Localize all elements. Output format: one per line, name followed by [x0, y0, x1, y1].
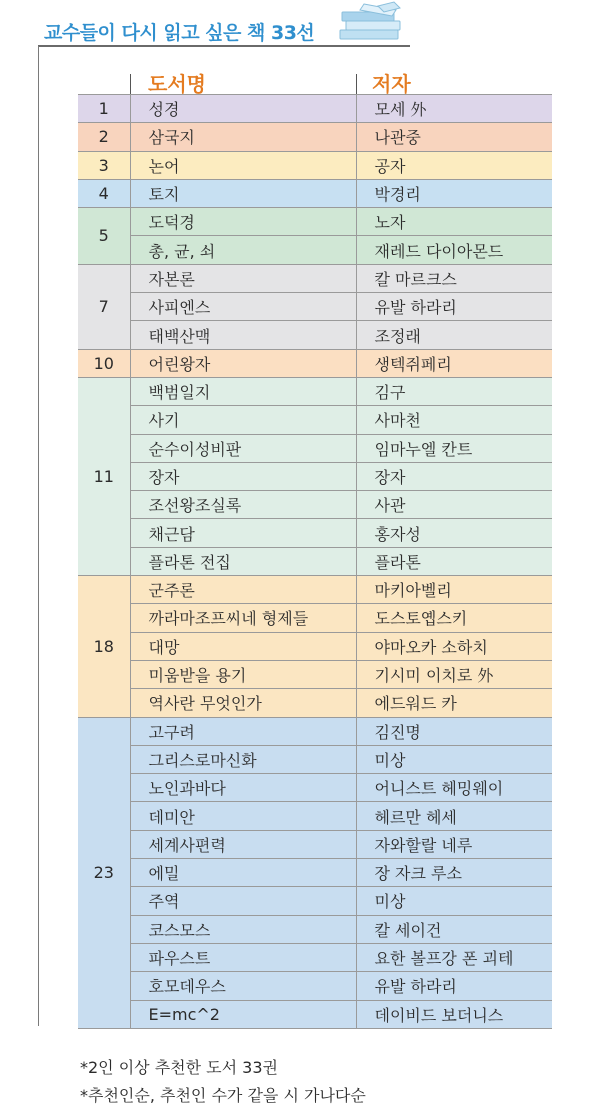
author-cell: 미상 [356, 887, 552, 915]
footnotes [80, 1054, 366, 1110]
author-cell: 김진명 [356, 717, 552, 745]
table-row [78, 774, 552, 802]
author-cell: 조정래 [356, 321, 552, 349]
book-title-cell: 미움받을 용기 [130, 660, 356, 688]
header-divider [130, 74, 131, 94]
table-row [78, 576, 552, 604]
table-row [78, 717, 552, 745]
rank-cell: 3 [78, 151, 130, 179]
author-cell: 플라톤 [356, 547, 552, 575]
book-title-cell: 도덕경 [130, 208, 356, 236]
rank-cell: 7 [78, 264, 130, 349]
book-title-cell: 노인과바다 [130, 774, 356, 802]
table-row [78, 547, 552, 575]
table-row [78, 151, 552, 179]
rank-cell: 2 [78, 123, 130, 151]
book-table-container [78, 94, 552, 1029]
book-title-cell: 백범일지 [130, 377, 356, 405]
book-title-cell: 총, 균, 쇠 [130, 236, 356, 264]
table-row [78, 915, 552, 943]
rank-cell: 5 [78, 208, 130, 265]
title-rule [38, 45, 410, 47]
table-row [78, 745, 552, 773]
author-cell: 자와할랄 네루 [356, 830, 552, 858]
book-title-cell: 삼국지 [130, 123, 356, 151]
footnote: *2인 이상 추천한 도서 33권 [80, 1058, 278, 1077]
table-row [78, 802, 552, 830]
book-title-cell: 사기 [130, 406, 356, 434]
table-row [78, 208, 552, 236]
book-title-cell: 주역 [130, 887, 356, 915]
author-cell: 유발 하라리 [356, 972, 552, 1000]
author-cell: 나관중 [356, 123, 552, 151]
author-cell: 칼 마르크스 [356, 264, 552, 292]
books-icon [334, 0, 414, 46]
author-cell: 데이비드 보더니스 [356, 1000, 552, 1028]
book-title-cell: 조선왕조실록 [130, 491, 356, 519]
rank-cell: 10 [78, 349, 130, 377]
table-row [78, 179, 552, 207]
table-row [78, 462, 552, 490]
author-cell: 도스토옙스키 [356, 604, 552, 632]
table-row [78, 264, 552, 292]
rank-cell: 23 [78, 717, 130, 1028]
book-title-cell: 에밀 [130, 859, 356, 887]
rank-cell: 11 [78, 377, 130, 575]
book-title-cell: 장자 [130, 462, 356, 490]
book-title-cell: 대망 [130, 632, 356, 660]
book-title-cell: 채근담 [130, 519, 356, 547]
book-table-body [78, 95, 552, 1029]
author-cell: 에드워드 카 [356, 689, 552, 717]
book-title-cell: 토지 [130, 179, 356, 207]
author-cell: 야마오카 소하치 [356, 632, 552, 660]
book-title-cell: 역사란 무엇인가 [130, 689, 356, 717]
book-title-cell: 논어 [130, 151, 356, 179]
table-row [78, 95, 552, 123]
book-title-cell: 순수이성비판 [130, 434, 356, 462]
author-cell: 장자 [356, 462, 552, 490]
book-title-cell: 사피엔스 [130, 293, 356, 321]
table-row [78, 349, 552, 377]
book-title-cell: 데미안 [130, 802, 356, 830]
page-title: 교수들이 다시 읽고 싶은 책 33선 [44, 22, 315, 44]
author-cell: 칼 세이건 [356, 915, 552, 943]
book-title-cell: 플라톤 전집 [130, 547, 356, 575]
column-header-book: 도서명 [148, 72, 206, 96]
table-row [78, 887, 552, 915]
book-title-cell: 자본론 [130, 264, 356, 292]
header-divider [356, 74, 357, 94]
book-table [78, 94, 552, 1029]
book-title-cell: 그리스로마신화 [130, 745, 356, 773]
author-cell: 사마천 [356, 406, 552, 434]
book-title-cell: 호모데우스 [130, 972, 356, 1000]
author-cell: 박경리 [356, 179, 552, 207]
table-row [78, 943, 552, 971]
table-row [78, 293, 552, 321]
table-row [78, 406, 552, 434]
author-cell: 재레드 다이아몬드 [356, 236, 552, 264]
column-header-author: 저자 [372, 72, 411, 96]
author-cell: 유발 하라리 [356, 293, 552, 321]
table-row [78, 859, 552, 887]
author-cell: 기시미 이치로 外 [356, 660, 552, 688]
book-title-cell: 태백산맥 [130, 321, 356, 349]
table-row [78, 519, 552, 547]
table-row [78, 632, 552, 660]
book-title-cell: E=mc^2 [130, 1000, 356, 1028]
table-row [78, 660, 552, 688]
author-cell: 공자 [356, 151, 552, 179]
author-cell: 마키아벨리 [356, 576, 552, 604]
table-row [78, 689, 552, 717]
table-row [78, 377, 552, 405]
rank-cell: 18 [78, 576, 130, 717]
author-cell: 임마누엘 칸트 [356, 434, 552, 462]
book-title-cell: 코스모스 [130, 915, 356, 943]
footnote: *추천인순, 추천인 수가 같을 시 가나다순 [80, 1086, 366, 1105]
author-cell: 미상 [356, 745, 552, 773]
table-row [78, 972, 552, 1000]
book-title-cell: 까라마조프씨네 형제들 [130, 604, 356, 632]
table-row [78, 321, 552, 349]
table-row [78, 434, 552, 462]
table-row [78, 604, 552, 632]
author-cell: 노자 [356, 208, 552, 236]
author-cell: 모세 外 [356, 95, 552, 123]
author-cell: 사관 [356, 491, 552, 519]
book-title-cell: 성경 [130, 95, 356, 123]
author-cell: 생텍쥐페리 [356, 349, 552, 377]
book-title-cell: 세계사편력 [130, 830, 356, 858]
table-row [78, 1000, 552, 1028]
table-row [78, 830, 552, 858]
left-rule [38, 46, 39, 1026]
table-row [78, 491, 552, 519]
table-row [78, 236, 552, 264]
author-cell: 헤르만 헤세 [356, 802, 552, 830]
book-title-cell: 어린왕자 [130, 349, 356, 377]
author-cell: 홍자성 [356, 519, 552, 547]
author-cell: 김구 [356, 377, 552, 405]
rank-cell: 4 [78, 179, 130, 207]
author-cell: 어니스트 헤밍웨이 [356, 774, 552, 802]
rank-cell: 1 [78, 95, 130, 123]
table-row [78, 123, 552, 151]
book-title-cell: 고구려 [130, 717, 356, 745]
book-title-cell: 군주론 [130, 576, 356, 604]
author-cell: 장 자크 루소 [356, 859, 552, 887]
author-cell: 요한 볼프강 폰 괴테 [356, 943, 552, 971]
book-title-cell: 파우스트 [130, 943, 356, 971]
